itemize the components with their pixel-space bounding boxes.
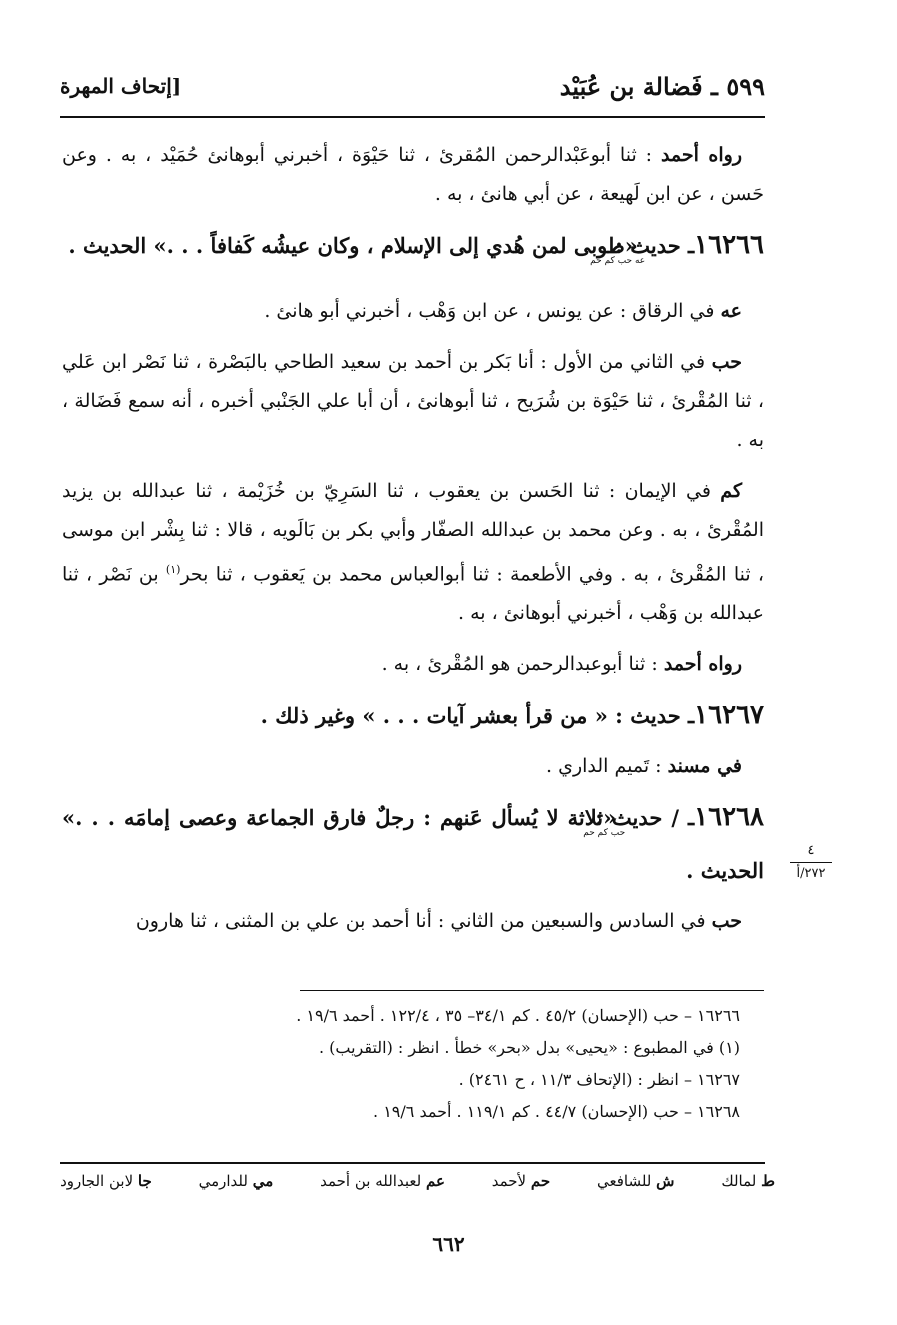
section-title: ٥٩٩ ـ فَضالة بن عُبَيْد [559,71,765,101]
footnote-line: ١٦٢٦٧ – انظر : (الإتحاف ١١/٣ ، ح ٢٤٦١) . [458,1070,740,1089]
source-label: رواه أحمد [663,653,742,676]
hadith-number: ١٦٢٦٦ [694,230,764,260]
abbreviation-code: عم [425,1172,445,1190]
chain-paragraph [62,645,764,684]
paragraph-text: في الثاني من الأول : أنا بَكر بن أحمد بن سعيد الطاحي بالبَصْرة ، ثنا نَصْر ابن عَلي ، ثنا المُقْرئ ، ثنا حَيْوَة بن شُرَيح ، ثنا أبوهانئ ، أن أبا علي الجَنْبي أخبره ، أنه سمع فَضَالة ، به . [62,351,764,451]
hadith-label: ـ / حديث : [595,805,695,831]
hadith-label: ـ حديث : [615,233,695,258]
header-rule [60,116,765,118]
source-label: كم [720,480,742,502]
paragraph-text: في الرقاق : عن يونس ، عن ابن وَهْب ، أخبرني أبو هانئ . [264,300,715,322]
abbreviation-desc: لعبدالله بن أحمد [320,1172,422,1190]
abbreviation-code: مي [252,1172,274,1190]
hadith-entry: ١٦٢٦٦ـ حديث :$^{عه حب كم حم}$ «طوبى لمن هُدي إلى الإسلام ، وكان عيشُه كَفافاً . . .» الحديث . [68,230,764,266]
source-label: رواه أحمد [660,144,742,166]
footnote-marker[interactable]: (١) [165,563,181,576]
paragraph-text: : تَميم الداري . [546,755,662,778]
hadith-text: «ثلاثة لا يُسأل عَنهم : رجلٌ فارق الجماعة وعصى إمامَه . . .» الحديث . [62,805,764,884]
abbreviation-item [199,1172,274,1190]
margin-folio-note [786,842,836,883]
running-header [60,66,765,106]
abbreviation-desc: لابن الجارود [60,1172,134,1190]
paragraph-text: : ثنا أبوعَبْدالرحمن المُقرئ ، ثنا حَيْوَة ، أخبرني أبوهانئ حُمَيْد ، به . وعن حَسن ، عن ابن لَهيعة ، عن أبي هانئ ، به . [62,144,764,205]
abbreviation-item [320,1172,445,1190]
source-label: حب [711,910,742,933]
footnote-line: ١٦٢٦٦ – حب (الإحسان) ٤٥/٢ . كم ٣٤/١– ٣٥ ، ١٢٢/٤ . أحمد ١٩/٦ . [296,1006,740,1025]
page-number: ٦٦٢ [432,1232,465,1256]
chain-paragraph [62,747,764,786]
abbreviation-code: ط [761,1172,775,1190]
hadith-entry: ١٦٢٦٨ـ / حديث :$^{حب كم حم}$ «ثلاثة لا يُسأل عَنهم : رجلٌ فارق الجماعة وعصى إمامَه . . .» الحديث . [62,802,764,884]
abbreviation-desc: للدارمي [198,1172,248,1190]
paragraph-text: في الإيمان : ثنا الحَسن بن يعقوب ، ثنا السَرِيّ بن خُزَيْمة ، ثنا عبدالله بن يزيد المُقْرئ ، به . وعن محمد بن عبدالله الصفّار وأبي بكر بن بَالَويه ، قالا : ثنا بِشْر ابن موسى ، ثنا المُقْرئ ، به . وفي الأطعمة : ثنا أبوالعباس محمد بن يَعقوب ، ثنا بحر [62,480,764,586]
abbreviation-desc: للشافعي [596,1172,652,1190]
chain-paragraph [62,902,764,941]
margin-note-top: ٤ [807,843,815,858]
paragraph-text: في السادس والسبعين من الثاني : أنا أحمد بن علي بن المثنى ، ثنا هارون [135,910,706,933]
margin-note-bottom: ٢٧٢/أ [796,866,826,881]
hadith-text: « من قرأ بعشر آيات . . . » وغير ذلك . [260,703,608,729]
abbreviation-item [492,1172,550,1190]
footnotes [160,1000,740,1128]
chain-paragraph [62,136,764,214]
paragraph-text: : ثنا أبوعبدالرحمن هو المُقْرئ ، به . [381,653,658,676]
chain-paragraph [62,472,764,633]
abbreviation-code: ش [656,1172,675,1190]
abbreviation-key [60,1172,775,1190]
paragraph-text-continued: بن نَصْر ، ثنا عبدالله بن وَهْب ، أخبرني أبوهانئ ، به . [62,563,764,625]
hadith-entry [62,696,764,735]
hadith-label: ـ حديث : [615,703,695,729]
source-label: حب [711,351,742,373]
margin-note-divider [790,862,832,863]
hadith-number: ١٦٢٦٧ [694,700,764,731]
abbreviation-item [597,1172,675,1190]
source-label: في مسند [667,755,742,778]
footnote-line: ١٦٢٦٨ – حب (الإحسان) ٤٤/٧ . كم ١١٩/١ . أحمد ١٩/٦ . [373,1102,740,1121]
source-label: عه [720,300,742,322]
footnote-rule [300,990,764,991]
abbreviation-desc: لمالك [721,1172,757,1190]
main-text [62,136,764,953]
abbreviation-rule [60,1162,765,1164]
hadith-number: ١٦٢٦٨ [694,802,764,833]
abbreviation-item [721,1172,775,1190]
abbreviation-desc: لأحمد [491,1172,527,1190]
abbreviation-code: حم [530,1172,551,1190]
hadith-text: «طوبى لمن هُدي إلى الإسلام ، وكان عيشُه كَفافاً . . .» الحديث . [68,233,638,258]
chain-paragraph [62,292,764,331]
chain-paragraph [62,343,764,460]
abbreviation-item [60,1172,152,1190]
abbreviation-code: جا [137,1172,152,1190]
book-title: [إتحاف المهرة [60,74,182,98]
footnote-line: (١) في المطبوع : «يحيى» بدل «بحر» خطأ . انظر : (التقريب) . [318,1038,740,1057]
